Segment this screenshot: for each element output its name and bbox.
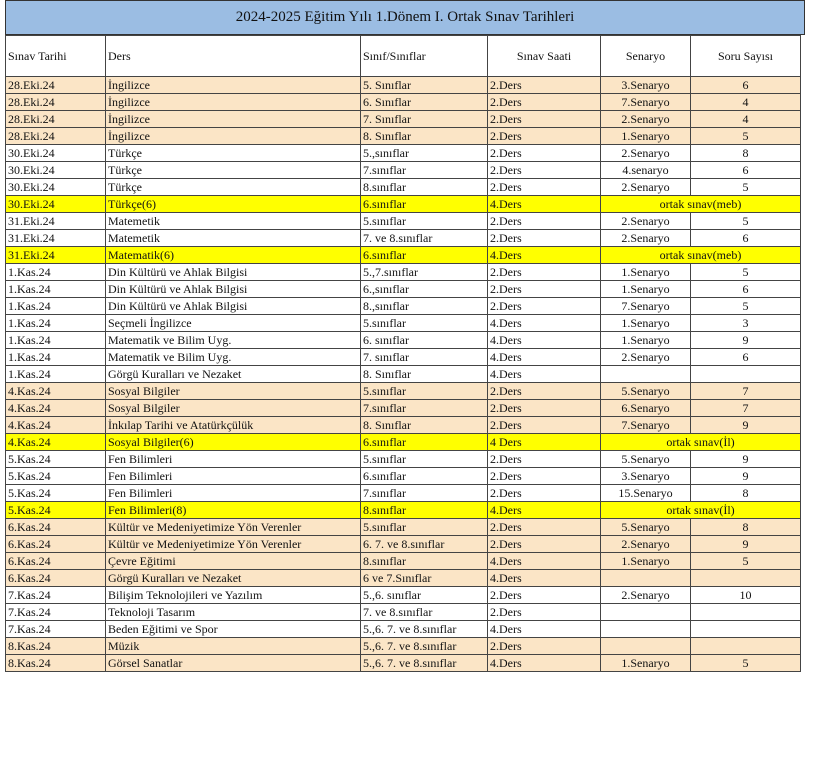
cell-period: 4 Ders bbox=[488, 434, 601, 451]
cell-question-count bbox=[691, 621, 801, 638]
cell-subject: Kültür ve Medeniyetimize Yön Verenler bbox=[106, 519, 361, 536]
cell-scenario: 2.Senaryo bbox=[601, 349, 691, 366]
cell-question-count: 5 bbox=[691, 553, 801, 570]
cell-scenario: 2.Senaryo bbox=[601, 536, 691, 553]
table-row bbox=[6, 332, 801, 349]
cell-period: 2.Ders bbox=[488, 604, 601, 621]
cell-period: 2.Ders bbox=[488, 298, 601, 315]
table-row bbox=[6, 621, 801, 638]
table-row bbox=[6, 77, 801, 94]
cell-question-count bbox=[691, 366, 801, 383]
cell-question-count: 5 bbox=[691, 213, 801, 230]
cell-class: 7.sınıflar bbox=[361, 485, 488, 502]
table-row bbox=[6, 128, 801, 145]
cell-date: 6.Kas.24 bbox=[6, 553, 106, 570]
cell-scenario: 1.Senaryo bbox=[601, 655, 691, 672]
cell-scenario: 7.Senaryo bbox=[601, 94, 691, 111]
table-row bbox=[6, 519, 801, 536]
cell-subject: Matematik(6) bbox=[106, 247, 361, 264]
cell-question-count: 10 bbox=[691, 587, 801, 604]
cell-question-count: 5 bbox=[691, 179, 801, 196]
cell-subject: Türkçe bbox=[106, 145, 361, 162]
cell-question-count: 8 bbox=[691, 519, 801, 536]
cell-date: 30.Eki.24 bbox=[6, 162, 106, 179]
cell-period: 2.Ders bbox=[488, 264, 601, 281]
cell-subject: Matemetik bbox=[106, 230, 361, 247]
cell-period: 4.Ders bbox=[488, 247, 601, 264]
table-row bbox=[6, 468, 801, 485]
cell-period: 2.Ders bbox=[488, 451, 601, 468]
table-row bbox=[6, 247, 801, 264]
cell-period: 4.Ders bbox=[488, 655, 601, 672]
table-row bbox=[6, 162, 801, 179]
cell-scenario: 7.Senaryo bbox=[601, 417, 691, 434]
cell-period: 2.Ders bbox=[488, 485, 601, 502]
cell-scenario: 2.Senaryo bbox=[601, 587, 691, 604]
cell-period: 2.Ders bbox=[488, 281, 601, 298]
cell-class: 6 ve 7.Sınıflar bbox=[361, 570, 488, 587]
cell-scenario: 2.Senaryo bbox=[601, 179, 691, 196]
cell-class: 7. Sınıflar bbox=[361, 111, 488, 128]
table-row bbox=[6, 196, 801, 213]
cell-period: 4.Ders bbox=[488, 502, 601, 519]
cell-scenario bbox=[601, 638, 691, 655]
header-class: Sınıf/Sınıflar bbox=[361, 36, 488, 77]
cell-class: 5.,7.sınıflar bbox=[361, 264, 488, 281]
cell-period: 4.Ders bbox=[488, 553, 601, 570]
table-row bbox=[6, 298, 801, 315]
cell-period: 2.Ders bbox=[488, 587, 601, 604]
cell-scenario: 1.Senaryo bbox=[601, 553, 691, 570]
cell-scenario: 6.Senaryo bbox=[601, 400, 691, 417]
cell-scenario bbox=[601, 621, 691, 638]
cell-period: 2.Ders bbox=[488, 162, 601, 179]
cell-subject: Seçmeli İngilizce bbox=[106, 315, 361, 332]
cell-subject: Teknoloji Tasarım bbox=[106, 604, 361, 621]
cell-class: 6. sınıflar bbox=[361, 332, 488, 349]
cell-subject: Fen Bilimleri(8) bbox=[106, 502, 361, 519]
table-row bbox=[6, 400, 801, 417]
cell-class: 5. Sınıflar bbox=[361, 77, 488, 94]
cell-date: 1.Kas.24 bbox=[6, 298, 106, 315]
cell-class: 5.sınıflar bbox=[361, 213, 488, 230]
cell-subject: Çevre Eğitimi bbox=[106, 553, 361, 570]
cell-subject: İngilizce bbox=[106, 111, 361, 128]
cell-common-exam: ortak sınav(meb) bbox=[601, 247, 801, 264]
cell-period: 2.Ders bbox=[488, 94, 601, 111]
table-row bbox=[6, 536, 801, 553]
header-period: Sınav Saati bbox=[488, 36, 601, 77]
cell-class: 6.sınıflar bbox=[361, 434, 488, 451]
cell-class: 7. sınıflar bbox=[361, 349, 488, 366]
cell-subject: Kültür ve Medeniyetimize Yön Verenler bbox=[106, 536, 361, 553]
cell-class: 8.,sınıflar bbox=[361, 298, 488, 315]
cell-subject: İnkılap Tarihi ve Atatürkçülük bbox=[106, 417, 361, 434]
table-row bbox=[6, 587, 801, 604]
cell-subject: Sosyal Bilgiler(6) bbox=[106, 434, 361, 451]
cell-scenario: 5.Senaryo bbox=[601, 451, 691, 468]
cell-date: 8.Kas.24 bbox=[6, 655, 106, 672]
table-row bbox=[6, 570, 801, 587]
cell-subject: Beden Eğitimi ve Spor bbox=[106, 621, 361, 638]
cell-subject: Fen Bilimleri bbox=[106, 451, 361, 468]
cell-date: 6.Kas.24 bbox=[6, 570, 106, 587]
cell-class: 5.sınıflar bbox=[361, 519, 488, 536]
cell-question-count: 5 bbox=[691, 264, 801, 281]
cell-period: 2.Ders bbox=[488, 417, 601, 434]
cell-period: 2.Ders bbox=[488, 145, 601, 162]
cell-period: 2.Ders bbox=[488, 128, 601, 145]
table-row bbox=[6, 383, 801, 400]
cell-question-count: 8 bbox=[691, 145, 801, 162]
cell-class: 5.,6. 7. ve 8.sınıflar bbox=[361, 638, 488, 655]
cell-date: 6.Kas.24 bbox=[6, 519, 106, 536]
cell-date: 1.Kas.24 bbox=[6, 366, 106, 383]
table-row bbox=[6, 111, 801, 128]
exam-schedule-table bbox=[5, 35, 801, 672]
cell-date: 1.Kas.24 bbox=[6, 332, 106, 349]
cell-date: 7.Kas.24 bbox=[6, 621, 106, 638]
cell-question-count: 6 bbox=[691, 77, 801, 94]
cell-date: 4.Kas.24 bbox=[6, 434, 106, 451]
cell-date: 28.Eki.24 bbox=[6, 128, 106, 145]
cell-date: 1.Kas.24 bbox=[6, 281, 106, 298]
cell-period: 4.Ders bbox=[488, 621, 601, 638]
cell-scenario: 2.Senaryo bbox=[601, 230, 691, 247]
cell-question-count: 9 bbox=[691, 417, 801, 434]
cell-scenario: 1.Senaryo bbox=[601, 264, 691, 281]
header-question-count: Soru Sayısı bbox=[691, 36, 801, 77]
cell-subject: Sosyal Bilgiler bbox=[106, 383, 361, 400]
cell-date: 4.Kas.24 bbox=[6, 383, 106, 400]
cell-question-count bbox=[691, 638, 801, 655]
cell-subject: Bilişim Teknolojileri ve Yazılım bbox=[106, 587, 361, 604]
cell-class: 8. Sınıflar bbox=[361, 366, 488, 383]
cell-question-count: 7 bbox=[691, 383, 801, 400]
cell-subject: İngilizce bbox=[106, 77, 361, 94]
table-row bbox=[6, 655, 801, 672]
cell-scenario: 5.Senaryo bbox=[601, 383, 691, 400]
cell-subject: İngilizce bbox=[106, 94, 361, 111]
cell-subject: Matematik ve Bilim Uyg. bbox=[106, 332, 361, 349]
header-date: Sınav Tarihi bbox=[6, 36, 106, 77]
cell-subject: Fen Bilimleri bbox=[106, 485, 361, 502]
cell-class: 8.sınıflar bbox=[361, 553, 488, 570]
cell-class: 5.,sınıflar bbox=[361, 145, 488, 162]
cell-scenario: 2.Senaryo bbox=[601, 145, 691, 162]
cell-subject: İngilizce bbox=[106, 128, 361, 145]
cell-date: 28.Eki.24 bbox=[6, 77, 106, 94]
cell-scenario: 4.senaryo bbox=[601, 162, 691, 179]
cell-question-count bbox=[691, 604, 801, 621]
cell-period: 4.Ders bbox=[488, 315, 601, 332]
cell-period: 4.Ders bbox=[488, 196, 601, 213]
table-row bbox=[6, 94, 801, 111]
header-scenario: Senaryo bbox=[601, 36, 691, 77]
cell-period: 4.Ders bbox=[488, 570, 601, 587]
header-subject: Ders bbox=[106, 36, 361, 77]
cell-subject: Sosyal Bilgiler bbox=[106, 400, 361, 417]
cell-class: 6. 7. ve 8.sınıflar bbox=[361, 536, 488, 553]
cell-class: 8. Sınıflar bbox=[361, 417, 488, 434]
cell-question-count: 6 bbox=[691, 162, 801, 179]
cell-class: 6.sınıflar bbox=[361, 468, 488, 485]
cell-scenario bbox=[601, 604, 691, 621]
table-row bbox=[6, 349, 801, 366]
cell-date: 30.Eki.24 bbox=[6, 196, 106, 213]
table-row bbox=[6, 315, 801, 332]
table-row bbox=[6, 502, 801, 519]
cell-scenario: 2.Senaryo bbox=[601, 111, 691, 128]
cell-period: 2.Ders bbox=[488, 179, 601, 196]
table-row bbox=[6, 553, 801, 570]
cell-period: 2.Ders bbox=[488, 213, 601, 230]
cell-scenario: 1.Senaryo bbox=[601, 315, 691, 332]
cell-class: 8.sınıflar bbox=[361, 502, 488, 519]
header-row bbox=[6, 36, 801, 77]
cell-scenario: 1.Senaryo bbox=[601, 281, 691, 298]
cell-date: 5.Kas.24 bbox=[6, 468, 106, 485]
cell-class: 6.sınıflar bbox=[361, 247, 488, 264]
cell-date: 1.Kas.24 bbox=[6, 264, 106, 281]
cell-question-count: 4 bbox=[691, 94, 801, 111]
table-row bbox=[6, 230, 801, 247]
table-row bbox=[6, 281, 801, 298]
cell-question-count: 6 bbox=[691, 230, 801, 247]
cell-date: 7.Kas.24 bbox=[6, 587, 106, 604]
cell-question-count: 8 bbox=[691, 485, 801, 502]
cell-date: 28.Eki.24 bbox=[6, 111, 106, 128]
cell-class: 5.sınıflar bbox=[361, 383, 488, 400]
cell-scenario: 1.Senaryo bbox=[601, 332, 691, 349]
cell-date: 1.Kas.24 bbox=[6, 349, 106, 366]
cell-class: 5.sınıflar bbox=[361, 315, 488, 332]
cell-subject: Din Kültürü ve Ahlak Bilgisi bbox=[106, 298, 361, 315]
cell-subject: Matematik ve Bilim Uyg. bbox=[106, 349, 361, 366]
cell-scenario: 2.Senaryo bbox=[601, 213, 691, 230]
cell-scenario: 7.Senaryo bbox=[601, 298, 691, 315]
cell-subject: Müzik bbox=[106, 638, 361, 655]
table-row bbox=[6, 485, 801, 502]
cell-class: 8. Sınıflar bbox=[361, 128, 488, 145]
cell-date: 4.Kas.24 bbox=[6, 417, 106, 434]
cell-period: 2.Ders bbox=[488, 519, 601, 536]
cell-date: 8.Kas.24 bbox=[6, 638, 106, 655]
cell-scenario bbox=[601, 366, 691, 383]
table-row bbox=[6, 145, 801, 162]
cell-date: 7.Kas.24 bbox=[6, 604, 106, 621]
cell-date: 30.Eki.24 bbox=[6, 145, 106, 162]
cell-question-count: 5 bbox=[691, 298, 801, 315]
cell-date: 31.Eki.24 bbox=[6, 230, 106, 247]
cell-subject: Türkçe bbox=[106, 162, 361, 179]
cell-scenario: 3.Senaryo bbox=[601, 77, 691, 94]
cell-period: 2.Ders bbox=[488, 383, 601, 400]
cell-scenario bbox=[601, 570, 691, 587]
cell-subject: Türkçe bbox=[106, 179, 361, 196]
cell-period: 2.Ders bbox=[488, 111, 601, 128]
cell-period: 4.Ders bbox=[488, 366, 601, 383]
cell-class: 5.sınıflar bbox=[361, 451, 488, 468]
cell-class: 7. ve 8.sınıflar bbox=[361, 604, 488, 621]
cell-class: 6.sınıflar bbox=[361, 196, 488, 213]
cell-date: 31.Eki.24 bbox=[6, 247, 106, 264]
cell-class: 6.,sınıflar bbox=[361, 281, 488, 298]
cell-question-count: 4 bbox=[691, 111, 801, 128]
cell-question-count: 5 bbox=[691, 128, 801, 145]
cell-class: 7.sınıflar bbox=[361, 400, 488, 417]
table-row bbox=[6, 604, 801, 621]
cell-subject: Görgü Kuralları ve Nezaket bbox=[106, 366, 361, 383]
cell-period: 2.Ders bbox=[488, 400, 601, 417]
cell-date: 5.Kas.24 bbox=[6, 485, 106, 502]
table-body bbox=[6, 77, 801, 672]
cell-question-count: 7 bbox=[691, 400, 801, 417]
cell-period: 2.Ders bbox=[488, 638, 601, 655]
cell-common-exam: ortak sınav(meb) bbox=[601, 196, 801, 213]
cell-question-count: 6 bbox=[691, 349, 801, 366]
cell-class: 8.sınıflar bbox=[361, 179, 488, 196]
cell-question-count: 3 bbox=[691, 315, 801, 332]
cell-question-count: 9 bbox=[691, 536, 801, 553]
table-row bbox=[6, 451, 801, 468]
cell-class: 5.,6. 7. ve 8.sınıflar bbox=[361, 621, 488, 638]
cell-subject: Görgü Kuralları ve Nezaket bbox=[106, 570, 361, 587]
cell-subject: Matemetik bbox=[106, 213, 361, 230]
table-row bbox=[6, 213, 801, 230]
cell-period: 2.Ders bbox=[488, 77, 601, 94]
cell-class: 5.,6. sınıflar bbox=[361, 587, 488, 604]
cell-period: 4.Ders bbox=[488, 332, 601, 349]
cell-subject: Din Kültürü ve Ahlak Bilgisi bbox=[106, 264, 361, 281]
cell-subject: Türkçe(6) bbox=[106, 196, 361, 213]
cell-scenario: 3.Senaryo bbox=[601, 468, 691, 485]
cell-date: 31.Eki.24 bbox=[6, 213, 106, 230]
table-row bbox=[6, 638, 801, 655]
cell-date: 30.Eki.24 bbox=[6, 179, 106, 196]
cell-question-count: 9 bbox=[691, 468, 801, 485]
page-title: 2024-2025 Eğitim Yılı 1.Dönem I. Ortak Sınav Tarihleri bbox=[5, 0, 805, 35]
cell-question-count: 5 bbox=[691, 655, 801, 672]
cell-date: 5.Kas.24 bbox=[6, 502, 106, 519]
cell-date: 6.Kas.24 bbox=[6, 536, 106, 553]
cell-date: 4.Kas.24 bbox=[6, 400, 106, 417]
cell-scenario: 15.Senaryo bbox=[601, 485, 691, 502]
cell-scenario: 1.Senaryo bbox=[601, 128, 691, 145]
cell-class: 7. ve 8.sınıflar bbox=[361, 230, 488, 247]
cell-period: 2.Ders bbox=[488, 468, 601, 485]
cell-class: 6. Sınıflar bbox=[361, 94, 488, 111]
table-row bbox=[6, 264, 801, 281]
table-row bbox=[6, 366, 801, 383]
table-row bbox=[6, 434, 801, 451]
cell-period: 2.Ders bbox=[488, 536, 601, 553]
cell-date: 1.Kas.24 bbox=[6, 315, 106, 332]
cell-subject: Din Kültürü ve Ahlak Bilgisi bbox=[106, 281, 361, 298]
cell-question-count: 9 bbox=[691, 451, 801, 468]
cell-class: 7.sınıflar bbox=[361, 162, 488, 179]
cell-common-exam: ortak sınav(İl) bbox=[601, 434, 801, 451]
cell-scenario: 5.Senaryo bbox=[601, 519, 691, 536]
cell-date: 5.Kas.24 bbox=[6, 451, 106, 468]
table-row bbox=[6, 179, 801, 196]
cell-class: 5.,6. 7. ve 8.sınıflar bbox=[361, 655, 488, 672]
cell-question-count: 9 bbox=[691, 332, 801, 349]
cell-question-count bbox=[691, 570, 801, 587]
cell-period: 2.Ders bbox=[488, 230, 601, 247]
cell-question-count: 6 bbox=[691, 281, 801, 298]
cell-period: 4.Ders bbox=[488, 349, 601, 366]
table-row bbox=[6, 417, 801, 434]
cell-date: 28.Eki.24 bbox=[6, 94, 106, 111]
cell-subject: Fen Bilimleri bbox=[106, 468, 361, 485]
cell-subject: Görsel Sanatlar bbox=[106, 655, 361, 672]
cell-common-exam: ortak sınav(İl) bbox=[601, 502, 801, 519]
